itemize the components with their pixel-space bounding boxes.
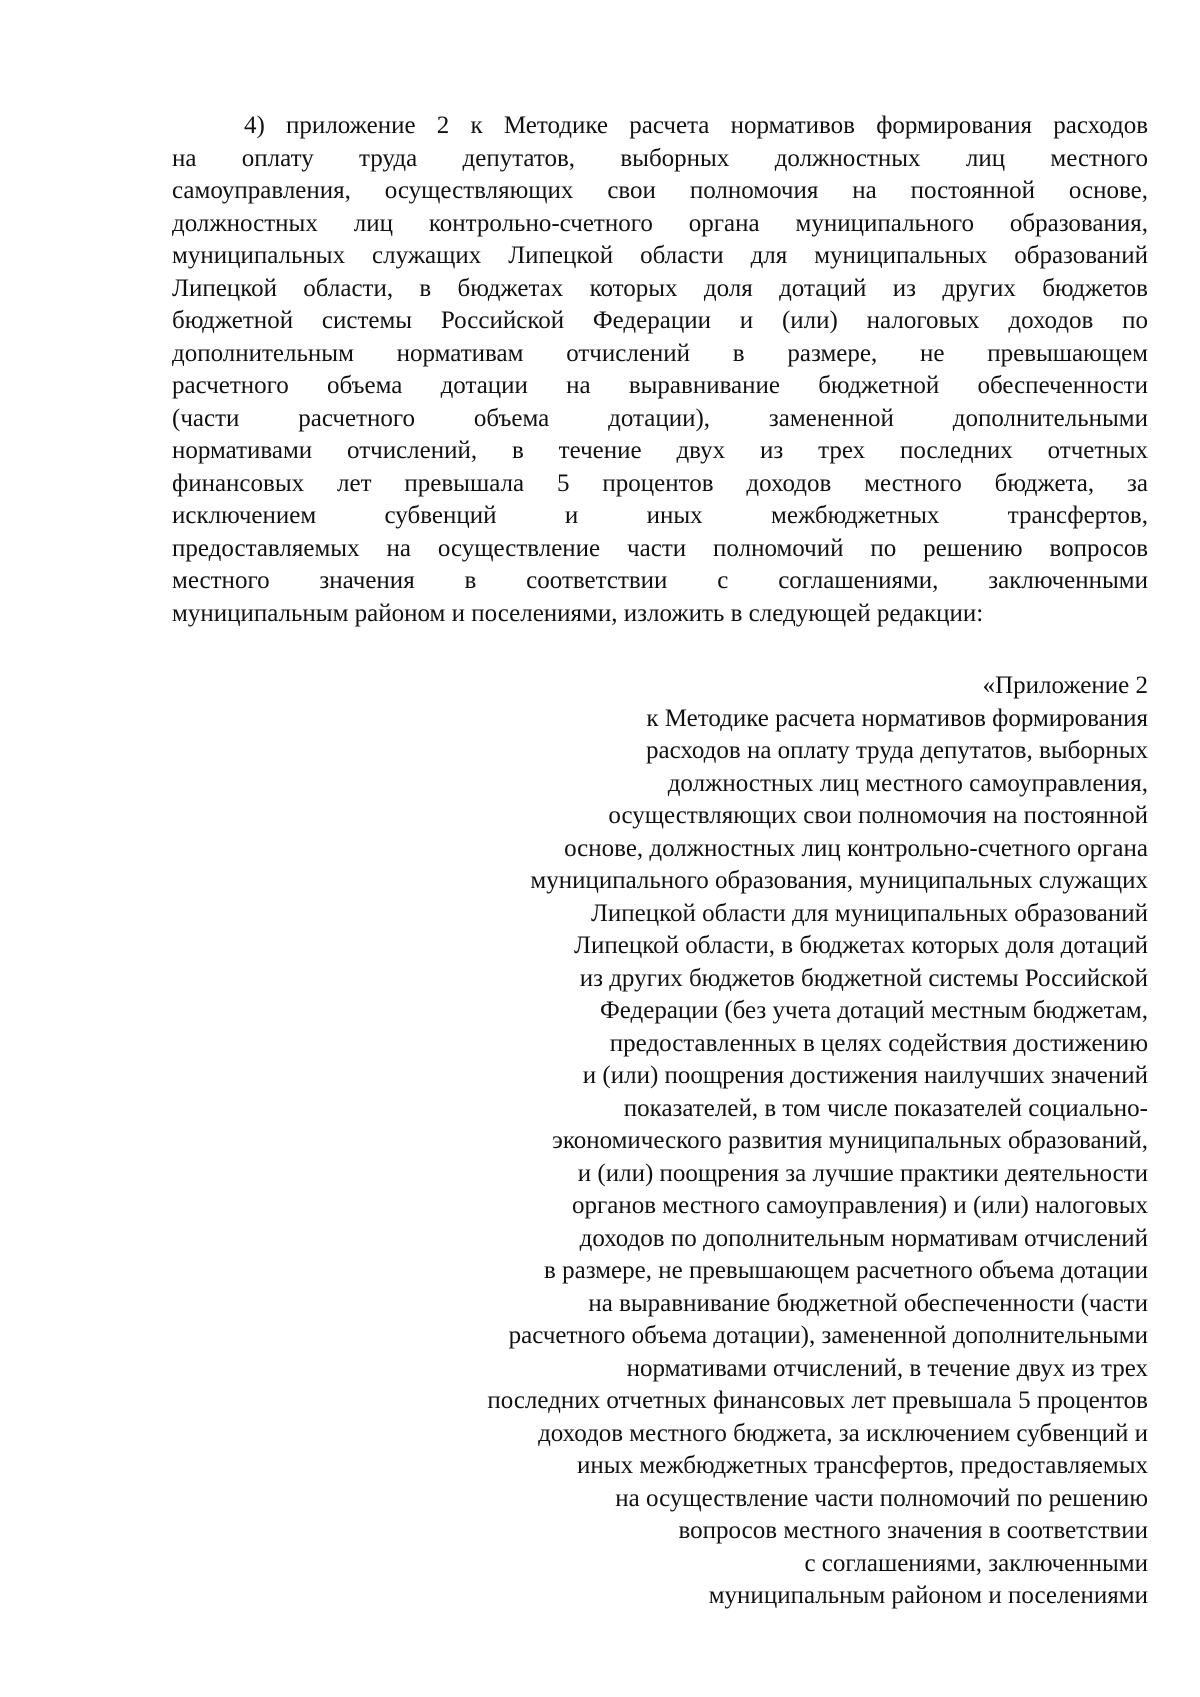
- paragraph-line: (части расчетного объема дотации), замененной дополнительными: [172, 404, 1148, 432]
- appendix-line: муниципального образования, муниципальных служащих: [530, 867, 1148, 894]
- appendix-line: муниципальным районом и поселениями: [708, 1582, 1148, 1609]
- paragraph-line: Липецкой области, в бюджетах которых доля дотаций из других бюджетов: [172, 274, 1148, 302]
- appendix-line: последних отчетных финансовых лет превышала 5 процентов: [487, 1387, 1148, 1414]
- paragraph-line: нормативами отчислений, в течение двух из трех последних отчетных: [172, 437, 1148, 464]
- paragraph-line: муниципальных служащих Липецкой области для муниципальных образований: [172, 242, 1148, 269]
- appendix-line: доходов по дополнительным нормативам отчислений: [579, 1224, 1148, 1252]
- paragraph-line: бюджетной системы Российской Федерации и (или) налоговых доходов по: [172, 307, 1148, 334]
- appendix-line: доходов местного бюджета, за исключением субвенций и: [538, 1419, 1148, 1447]
- appendix-line: с соглашениями, заключенными: [804, 1549, 1148, 1577]
- paragraph-line: исключением субвенций и иных межбюджетных трансфертов,: [172, 502, 1148, 529]
- paragraph-line: местного значения в соответствии с соглашениями, заключенными: [172, 567, 1148, 594]
- appendix-line: Липецкой области для муниципальных образований: [590, 899, 1148, 927]
- appendix-header: [388, 670, 1148, 1613]
- appendix-line: экономического развития муниципальных образований,: [552, 1127, 1148, 1154]
- paragraph-line: 4) приложение 2 к Методике расчета нормативов формирования расходов: [244, 112, 1148, 139]
- appendix-line: иных межбюджетных трансфертов, предоставляемых: [577, 1452, 1148, 1479]
- amendment-paragraph: [172, 110, 1148, 630]
- paragraph-line: муниципальным районом и поселениями, изложить в следующей редакции:: [172, 599, 984, 627]
- appendix-line: показателей, в том числе показателей социально-: [623, 1094, 1148, 1122]
- appendix-line: Федерации (без учета дотаций местным бюджетам,: [600, 997, 1148, 1024]
- paragraph-line: должностных лиц контрольно-счетного органа муниципального образования,: [172, 209, 1148, 237]
- appendix-title: «Приложение 2: [982, 672, 1148, 699]
- appendix-line: расчетного объема дотации), замененной дополнительными: [508, 1322, 1148, 1349]
- appendix-line: на выравнивание бюджетной обеспеченности (части: [588, 1289, 1148, 1317]
- appendix-line: должностных лиц местного самоуправления,: [667, 769, 1148, 797]
- appendix-line: к Методике расчета нормативов формирования: [646, 704, 1148, 732]
- appendix-line: предоставленных в целях содействия достижению: [609, 1029, 1148, 1057]
- paragraph-line: финансовых лет превышала 5 процентов доходов местного бюджета, за: [172, 469, 1148, 497]
- appendix-line: и (или) поощрения достижения наилучших значений: [582, 1062, 1148, 1089]
- paragraph-line: самоуправления, осуществляющих свои полномочия на постоянной основе,: [172, 177, 1148, 204]
- paragraph-line: на оплату труда депутатов, выборных должностных лиц местного: [172, 144, 1148, 172]
- appendix-line: Липецкой области, в бюджетах которых доля дотаций: [574, 932, 1148, 959]
- appendix-line: в размере, не превышающем расчетного объема дотации: [544, 1257, 1148, 1284]
- appendix-line: основе, должностных лиц контрольно-счетного органа: [564, 834, 1148, 862]
- appendix-line: расходов на оплату труда депутатов, выборных: [645, 737, 1148, 764]
- appendix-line: вопросов местного значения в соответствии: [678, 1517, 1148, 1544]
- appendix-line: из других бюджетов бюджетной системы Российской: [579, 964, 1148, 992]
- appendix-line: нормативами отчислений, в течение двух из трех: [626, 1354, 1148, 1382]
- paragraph-line: предоставляемых на осуществление части полномочий по решению вопросов: [172, 534, 1148, 562]
- paragraph-line: дополнительным нормативам отчислений в размере, не превышающем: [172, 339, 1148, 367]
- appendix-line: на осуществление части полномочий по решению: [615, 1484, 1148, 1512]
- appendix-line: органов местного самоуправления) и (или) налоговых: [572, 1192, 1148, 1219]
- appendix-line: и (или) поощрения за лучшие практики деятельности: [577, 1159, 1148, 1187]
- paragraph-line: расчетного объема дотации на выравнивание бюджетной обеспеченности: [172, 372, 1148, 399]
- appendix-line: осуществляющих свои полномочия на постоянной: [608, 802, 1148, 829]
